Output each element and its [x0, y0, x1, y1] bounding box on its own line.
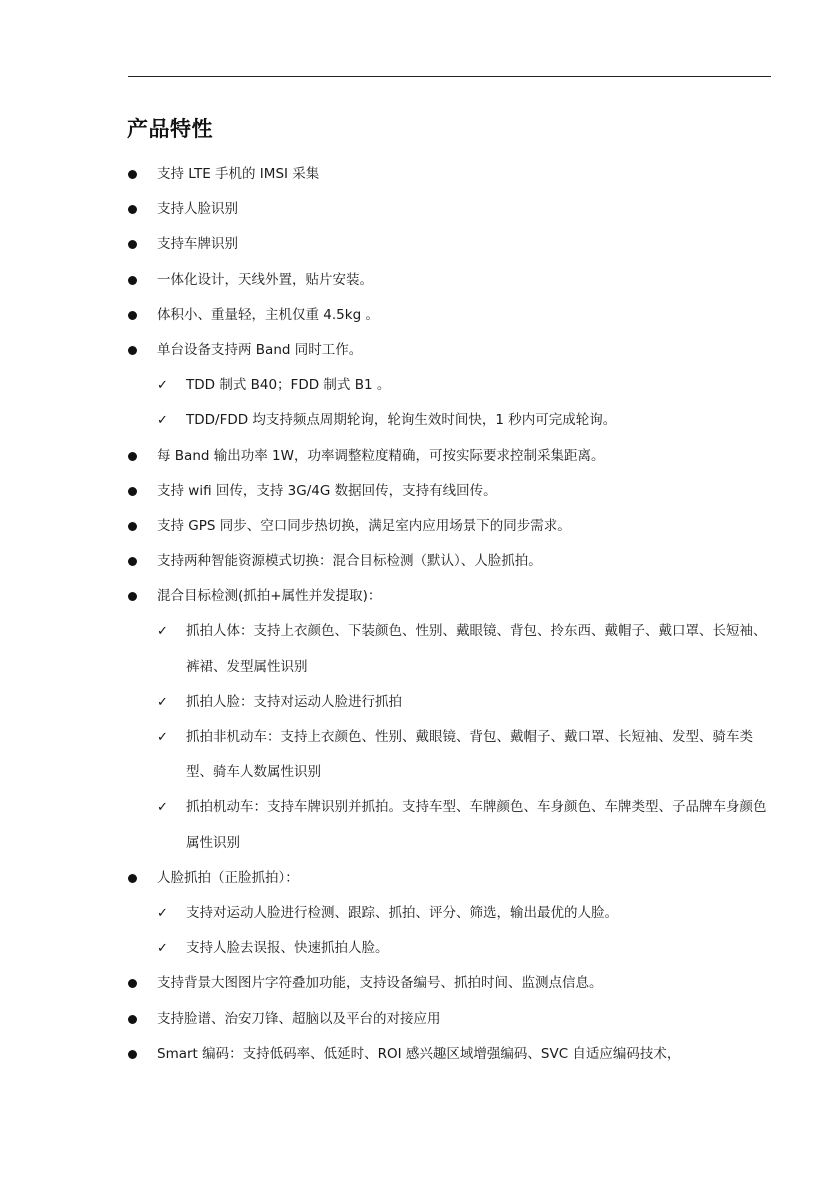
bullet-dot-icon — [128, 311, 137, 320]
list-item — [0, 1002, 840, 1037]
list-item — [0, 861, 840, 896]
list-item-text: 支持人脸识别 — [157, 201, 238, 218]
sub-list-item — [0, 368, 840, 403]
bullet-dot-icon — [128, 1050, 137, 1059]
list-item-text: 支持 wifi 回传，支持 3G/4G 数据回传，支持有线回传。 — [157, 482, 497, 499]
sub-list-item-text: 抓拍人脸：支持对运动人脸进行抓拍 — [186, 693, 402, 710]
bullet-dot-icon — [128, 557, 137, 566]
checkmark-icon: ✓ — [157, 413, 168, 429]
checkmark-icon: ✓ — [157, 378, 168, 394]
bullet-dot-icon — [128, 1015, 137, 1024]
sub-list-item-text: 支持对运动人脸进行检测、跟踪、抓拍、评分、筛选，输出最优的人脸。 — [186, 904, 618, 921]
list-item — [0, 509, 840, 544]
list-item — [0, 192, 840, 227]
checkmark-icon: ✓ — [157, 905, 168, 921]
sub-list-item — [0, 720, 840, 790]
list-item — [0, 157, 840, 192]
bullet-dot-icon — [128, 592, 137, 601]
sub-list-item — [0, 685, 840, 720]
bullet-dot-icon — [128, 346, 137, 355]
sub-list-item — [0, 403, 840, 438]
sub-list-item-text: TDD/FDD 均支持频点周期轮询，轮询生效时间快，1 秒内可完成轮询。 — [186, 412, 617, 429]
list-item — [0, 263, 840, 298]
checkmark-icon: ✓ — [157, 624, 168, 640]
sub-list-item-text: 抓拍人体：支持上衣颜色、下装颜色、性别、戴眼镜、背包、拎东西、戴帽子、戴口罩、长短袖、裤裙、发型属性识别 — [186, 623, 767, 675]
list-item — [0, 579, 840, 614]
bullet-dot-icon — [128, 522, 137, 531]
list-item — [0, 544, 840, 579]
sub-list-item — [0, 614, 840, 684]
list-item-text: 一体化设计，天线外置，贴片安装。 — [157, 271, 373, 288]
list-item-text: 单台设备支持两 Band 同时工作。 — [157, 341, 363, 358]
list-item — [0, 1037, 840, 1072]
list-item-text: 混合目标检测(抓拍+属性并发提取)： — [157, 588, 382, 605]
list-item-text: 支持两种智能资源模式切换：混合目标检测（默认）、人脸抓拍。 — [157, 553, 542, 570]
list-item-text: 人脸抓拍（正脸抓拍）： — [157, 869, 299, 886]
section-title: 产品特性 — [127, 117, 213, 141]
bullet-dot-icon — [128, 487, 137, 496]
checkmark-icon: ✓ — [157, 941, 168, 957]
sub-list-item-text: 抓拍机动车：支持车牌识别并抓拍。支持车型、车牌颜色、车身颜色、车牌类型、子品牌车身颜色属性识别 — [186, 799, 767, 851]
list-item-text: 支持脸谱、治安刀锋、超脑以及平台的对接应用 — [157, 1010, 441, 1027]
list-item — [0, 333, 840, 368]
sub-list-item — [0, 790, 840, 860]
list-item-text: 支持 GPS 同步、空口同步热切换，满足室内应用场景下的同步需求。 — [157, 517, 571, 534]
checkmark-icon: ✓ — [157, 800, 168, 816]
sub-list-item — [0, 896, 840, 931]
bullet-dot-icon — [128, 874, 137, 883]
list-item-text: Smart 编码：支持低码率、低延时、ROI 感兴趣区域增强编码、SVC 自适应编码技术， — [157, 1045, 681, 1062]
list-item-text: 体积小、重量轻，主机仅重 4.5kg 。 — [157, 306, 379, 323]
bullet-dot-icon — [128, 240, 137, 249]
list-item-text: 每 Band 输出功率 1W，功率调整粒度精确，可按实际要求控制采集距离。 — [157, 447, 605, 464]
sub-list-item — [0, 931, 840, 966]
header-rule — [128, 76, 771, 77]
list-item — [0, 474, 840, 509]
list-item — [0, 439, 840, 474]
feature-list — [0, 157, 840, 1072]
list-item — [0, 966, 840, 1001]
list-item — [0, 298, 840, 333]
sub-list-item-text: 支持人脸去误报、快速抓拍人脸。 — [186, 940, 389, 957]
sub-list-item-text: TDD 制式 B40；FDD 制式 B1 。 — [186, 377, 391, 394]
list-item — [0, 227, 840, 262]
bullet-dot-icon — [128, 452, 137, 461]
bullet-dot-icon — [128, 205, 137, 214]
sub-list-item-text: 抓拍非机动车：支持上衣颜色、性别、戴眼镜、背包、戴帽子、戴口罩、长短袖、发型、骑车类型、骑车人数属性识别 — [186, 729, 753, 781]
bullet-dot-icon — [128, 979, 137, 988]
list-item-text: 支持 LTE 手机的 IMSI 采集 — [157, 166, 320, 182]
list-item-text: 支持背景大图图片字符叠加功能，支持设备编号、抓拍时间、监测点信息。 — [157, 975, 603, 992]
list-item-text: 支持车牌识别 — [157, 236, 238, 253]
checkmark-icon: ✓ — [157, 730, 168, 746]
bullet-dot-icon — [128, 276, 137, 285]
checkmark-icon: ✓ — [157, 694, 168, 710]
bullet-dot-icon — [128, 170, 137, 179]
